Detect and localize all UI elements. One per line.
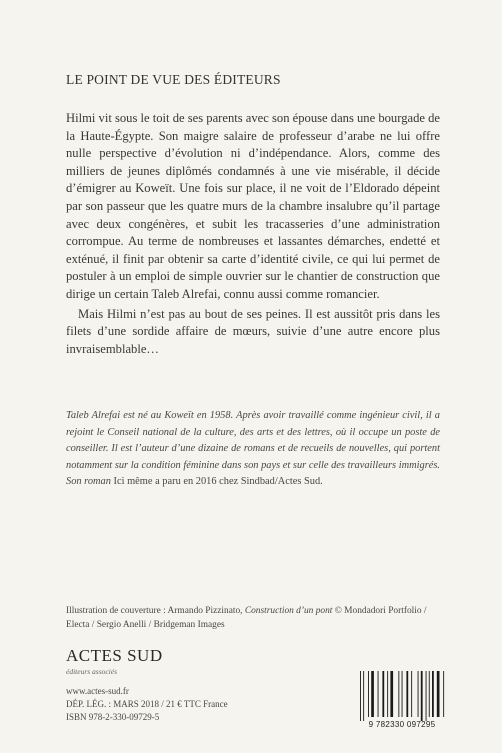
publisher-website: www.actes-sud.fr bbox=[66, 686, 129, 696]
credits-work-title: Construction d’un pont bbox=[244, 606, 333, 616]
barcode-bar bbox=[363, 671, 364, 721]
author-bio-italic: Taleb Alrefai est né au Koweït en 1958. Après avoir travaillé comme ingénieur civil, il a rejoint le Conseil national de la culture, des arts et des lettres, où il occupe un poste de conseiller. Il est l’auteur d’une dizaine de romans et de recueils de nouvelles, qui portent notamment sur la condition féminine dans son pays et sur celle des travailleurs immigrés. Son roman bbox=[66, 410, 440, 488]
barcode-bar bbox=[387, 671, 388, 717]
author-bio-roman: Ici même a paru en 2016 chez Sindbad/Actes Sud. bbox=[113, 476, 323, 488]
barcode-digits: 9 782330 097295 bbox=[368, 720, 436, 729]
barcode-bar bbox=[411, 671, 412, 717]
barcode-bar bbox=[432, 671, 434, 717]
section-heading: LE POINT DE VUE DES ÉDITEURS bbox=[66, 72, 281, 87]
barcode-bar bbox=[437, 671, 440, 717]
barcode-bar bbox=[390, 671, 393, 717]
synopsis bbox=[66, 110, 440, 358]
publisher-logo: ACTES SUD bbox=[66, 646, 163, 665]
barcode-bar bbox=[368, 671, 369, 717]
publisher-tagline: éditeurs associés bbox=[66, 667, 118, 676]
barcode-bar bbox=[382, 671, 384, 717]
barcode-bar bbox=[371, 671, 374, 717]
isbn-barcode bbox=[358, 671, 446, 731]
credits-suffix: © Mondadori Portfolio / Electa / Sergio Anelli / Bridgeman Images bbox=[66, 606, 427, 630]
barcode-bar bbox=[378, 671, 379, 717]
imprint bbox=[66, 685, 228, 724]
barcode-bar bbox=[360, 671, 361, 721]
barcode-bar bbox=[402, 671, 403, 717]
barcode-bar bbox=[421, 671, 423, 721]
barcode-bar bbox=[426, 671, 427, 721]
synopsis-paragraph-1: Hilmi vit sous le toit de ses parents avec son épouse dans une bourgade de la Haute-Égypte. Son maigre salaire de professeur d’arabe ne lui offre nulle perspective d’évolution ni d’indépendance. Alors, comme des milliers de jeunes diplômés condamnés à une vie misérable, il décide d’émigrer au Koweït. Une fois sur place, il ne voit de l’Eldorado dépeint par son passeur que les quatre murs de la chambre insalubre qu’il partage avec deux congénères, et subit les tracasseries d’une administration corrompue. Au terme de nombreuses et lassantes démarches, endetté et exténué, il finit par obtenir sa carte d’identité civile, ce qui lui permet de postuler à un emploi de simple ouvrier sur le chantier de construction que dirige un certain Taleb Alrefai, connu aussi comme romancier. bbox=[66, 111, 440, 301]
barcode-bar bbox=[429, 671, 430, 717]
barcode-bar bbox=[398, 671, 399, 717]
credits-prefix: Illustration de couverture : Armando Pizzinato, bbox=[66, 606, 243, 616]
barcode-bar bbox=[443, 671, 444, 717]
synopsis-paragraph-2: Mais Hilmi n’est pas au bout de ses peines. Il est aussitôt pris dans les filets d’une sordide affaire de mœurs, suivie d’une autre encore plus invraisemblable… bbox=[66, 306, 440, 356]
barcode-bars-icon bbox=[358, 671, 446, 721]
barcode-bar bbox=[406, 671, 408, 717]
cover-credits bbox=[66, 604, 446, 632]
barcode-bar bbox=[418, 671, 419, 717]
legal-deposit: DÉP. LÉG. : MARS 2018 / 21 € TTC France bbox=[66, 699, 228, 709]
author-bio bbox=[66, 408, 440, 491]
isbn: ISBN 978-2-330-09729-5 bbox=[66, 712, 160, 722]
